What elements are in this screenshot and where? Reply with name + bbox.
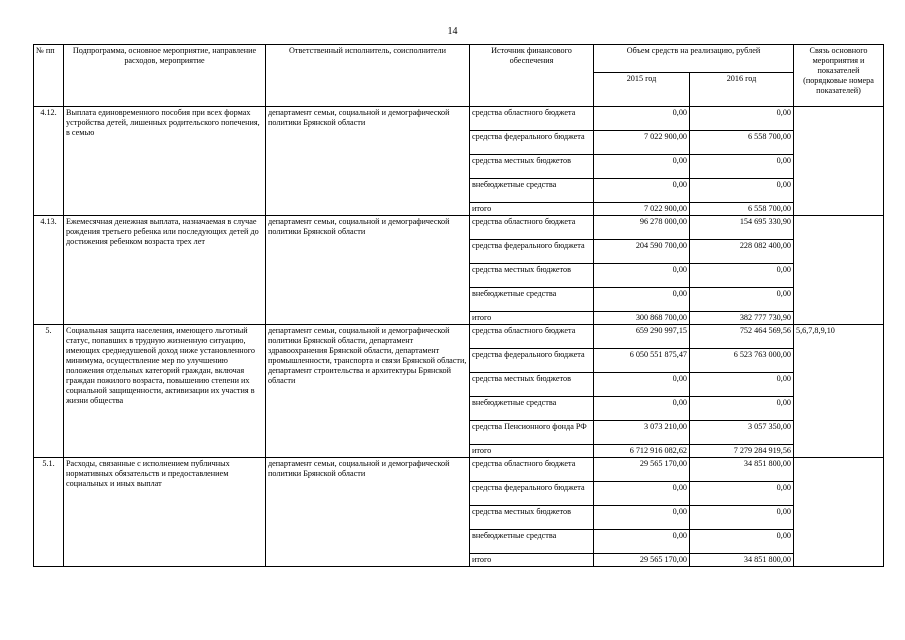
- value-2016: 0,00: [690, 530, 794, 554]
- source-cell: средства Пенсионного фонда РФ: [470, 421, 594, 445]
- executor-cell: департамент семьи, социальной и демографической политики Брянской области: [266, 458, 470, 567]
- source-cell: внебюджетные средства: [470, 397, 594, 421]
- value-2016: 0,00: [690, 397, 794, 421]
- value-2015: 0,00: [594, 373, 690, 397]
- value-2015: 7 022 900,00: [594, 203, 690, 216]
- value-2015: 0,00: [594, 397, 690, 421]
- source-cell: средства областного бюджета: [470, 458, 594, 482]
- table-row: [34, 325, 884, 349]
- value-2016: 228 082 400,00: [690, 240, 794, 264]
- value-2016: 6 523 763 000,00: [690, 349, 794, 373]
- source-cell: внебюджетные средства: [470, 288, 594, 312]
- value-2015: 0,00: [594, 107, 690, 131]
- source-cell: средства местных бюджетов: [470, 506, 594, 530]
- value-2015: 300 868 700,00: [594, 312, 690, 325]
- header-2016: 2016 год: [690, 73, 794, 107]
- header-2015: 2015 год: [594, 73, 690, 107]
- value-2015: 6 712 916 082,62: [594, 445, 690, 458]
- source-cell: средства областного бюджета: [470, 325, 594, 349]
- table-row: [34, 458, 884, 482]
- measure-name: Выплата единовременного пособия при всех формах устройства детей, лишенных родительского попечения, в семью: [64, 107, 266, 216]
- value-2016: 382 777 730,90: [690, 312, 794, 325]
- value-2016: 0,00: [690, 264, 794, 288]
- source-cell: средства местных бюджетов: [470, 155, 594, 179]
- value-2015: 0,00: [594, 506, 690, 530]
- executor-cell: департамент семьи, социальной и демографической политики Брянской области: [266, 107, 470, 216]
- row-number: 5.1.: [34, 458, 64, 567]
- value-2015: 0,00: [594, 155, 690, 179]
- row-number: 4.13.: [34, 216, 64, 325]
- value-2016: 0,00: [690, 288, 794, 312]
- source-cell: средства федерального бюджета: [470, 131, 594, 155]
- value-2016: 0,00: [690, 506, 794, 530]
- value-2015: 0,00: [594, 530, 690, 554]
- source-cell: средства федерального бюджета: [470, 240, 594, 264]
- header-executor: Ответственный исполнитель, соисполнители: [266, 45, 470, 107]
- measure-name: Социальная защита населения, имеющего льготный статус, попавших в трудную жизненную ситуацию, имеющих среднедушевой доход ниже установленного минимума, осуществление мер по улучшению положения отдельных категорий граждан, включая граждан пожилого возраста, повышению степени их социальной защищенности, активизации их участия в жизни общества: [64, 325, 266, 458]
- value-2016: 34 851 800,00: [690, 458, 794, 482]
- header-source: Источник финансового обеспечения: [470, 45, 594, 107]
- executor-cell: департамент семьи, социальной и демографической политики Брянской области, департамент здравоохранения Брянской области, департамент промышленности, транспорта и связи Брянской области, департамент строительства и архитектуры Брянской области: [266, 325, 470, 458]
- source-cell: средства областного бюджета: [470, 216, 594, 240]
- source-cell: итого: [470, 203, 594, 216]
- value-2016: 6 558 700,00: [690, 131, 794, 155]
- value-2016: 6 558 700,00: [690, 203, 794, 216]
- value-2015: 29 565 170,00: [594, 554, 690, 567]
- table-row: [34, 107, 884, 131]
- value-2016: 752 464 569,56: [690, 325, 794, 349]
- page-number: 14: [447, 26, 458, 37]
- source-cell: средства местных бюджетов: [470, 264, 594, 288]
- source-cell: итого: [470, 445, 594, 458]
- row-number: 5.: [34, 325, 64, 458]
- header-name: Подпрограмма, основное мероприятие, направление расходов, мероприятие: [64, 45, 266, 107]
- header-link: Связь основного мероприятия и показателей (порядковые номера показателей): [794, 45, 884, 107]
- link-cell: [794, 216, 884, 325]
- row-number: 4.12.: [34, 107, 64, 216]
- link-cell: 5,6,7,8,9,10: [794, 325, 884, 458]
- header-num: № пп: [34, 45, 64, 107]
- value-2015: 3 073 210,00: [594, 421, 690, 445]
- value-2015: 29 565 170,00: [594, 458, 690, 482]
- value-2015: 0,00: [594, 482, 690, 506]
- value-2016: 3 057 350,00: [690, 421, 794, 445]
- source-cell: средства областного бюджета: [470, 107, 594, 131]
- source-cell: средства федерального бюджета: [470, 482, 594, 506]
- value-2016: 0,00: [690, 373, 794, 397]
- source-cell: средства местных бюджетов: [470, 373, 594, 397]
- header-volume: Объем средств на реализацию, рублей: [594, 45, 794, 73]
- value-2015: 0,00: [594, 288, 690, 312]
- value-2016: 0,00: [690, 155, 794, 179]
- source-cell: итого: [470, 312, 594, 325]
- link-cell: [794, 107, 884, 216]
- value-2015: 7 022 900,00: [594, 131, 690, 155]
- funding-table: [33, 44, 884, 567]
- link-cell: [794, 458, 884, 567]
- value-2015: 0,00: [594, 264, 690, 288]
- source-cell: средства федерального бюджета: [470, 349, 594, 373]
- value-2016: 34 851 800,00: [690, 554, 794, 567]
- source-cell: внебюджетные средства: [470, 530, 594, 554]
- executor-cell: департамент семьи, социальной и демографической политики Брянской области: [266, 216, 470, 325]
- value-2016: 0,00: [690, 179, 794, 203]
- value-2015: 96 278 000,00: [594, 216, 690, 240]
- value-2016: 0,00: [690, 107, 794, 131]
- table-row: [34, 216, 884, 240]
- value-2015: 6 050 551 875,47: [594, 349, 690, 373]
- value-2016: 154 695 330,90: [690, 216, 794, 240]
- value-2016: 7 279 284 919,56: [690, 445, 794, 458]
- value-2015: 659 290 997,15: [594, 325, 690, 349]
- value-2015: 0,00: [594, 179, 690, 203]
- value-2015: 204 590 700,00: [594, 240, 690, 264]
- measure-name: Ежемесячная денежная выплата, назначаемая в случае рождения третьего ребенка или последующих детей до достижения ребенком возраста трех лет: [64, 216, 266, 325]
- source-cell: внебюджетные средства: [470, 179, 594, 203]
- value-2016: 0,00: [690, 482, 794, 506]
- source-cell: итого: [470, 554, 594, 567]
- table-body: [34, 45, 884, 567]
- measure-name: Расходы, связанные с исполнением публичных нормативных обязательств и предоставлением социальных и иных выплат: [64, 458, 266, 567]
- header-row: [34, 45, 884, 73]
